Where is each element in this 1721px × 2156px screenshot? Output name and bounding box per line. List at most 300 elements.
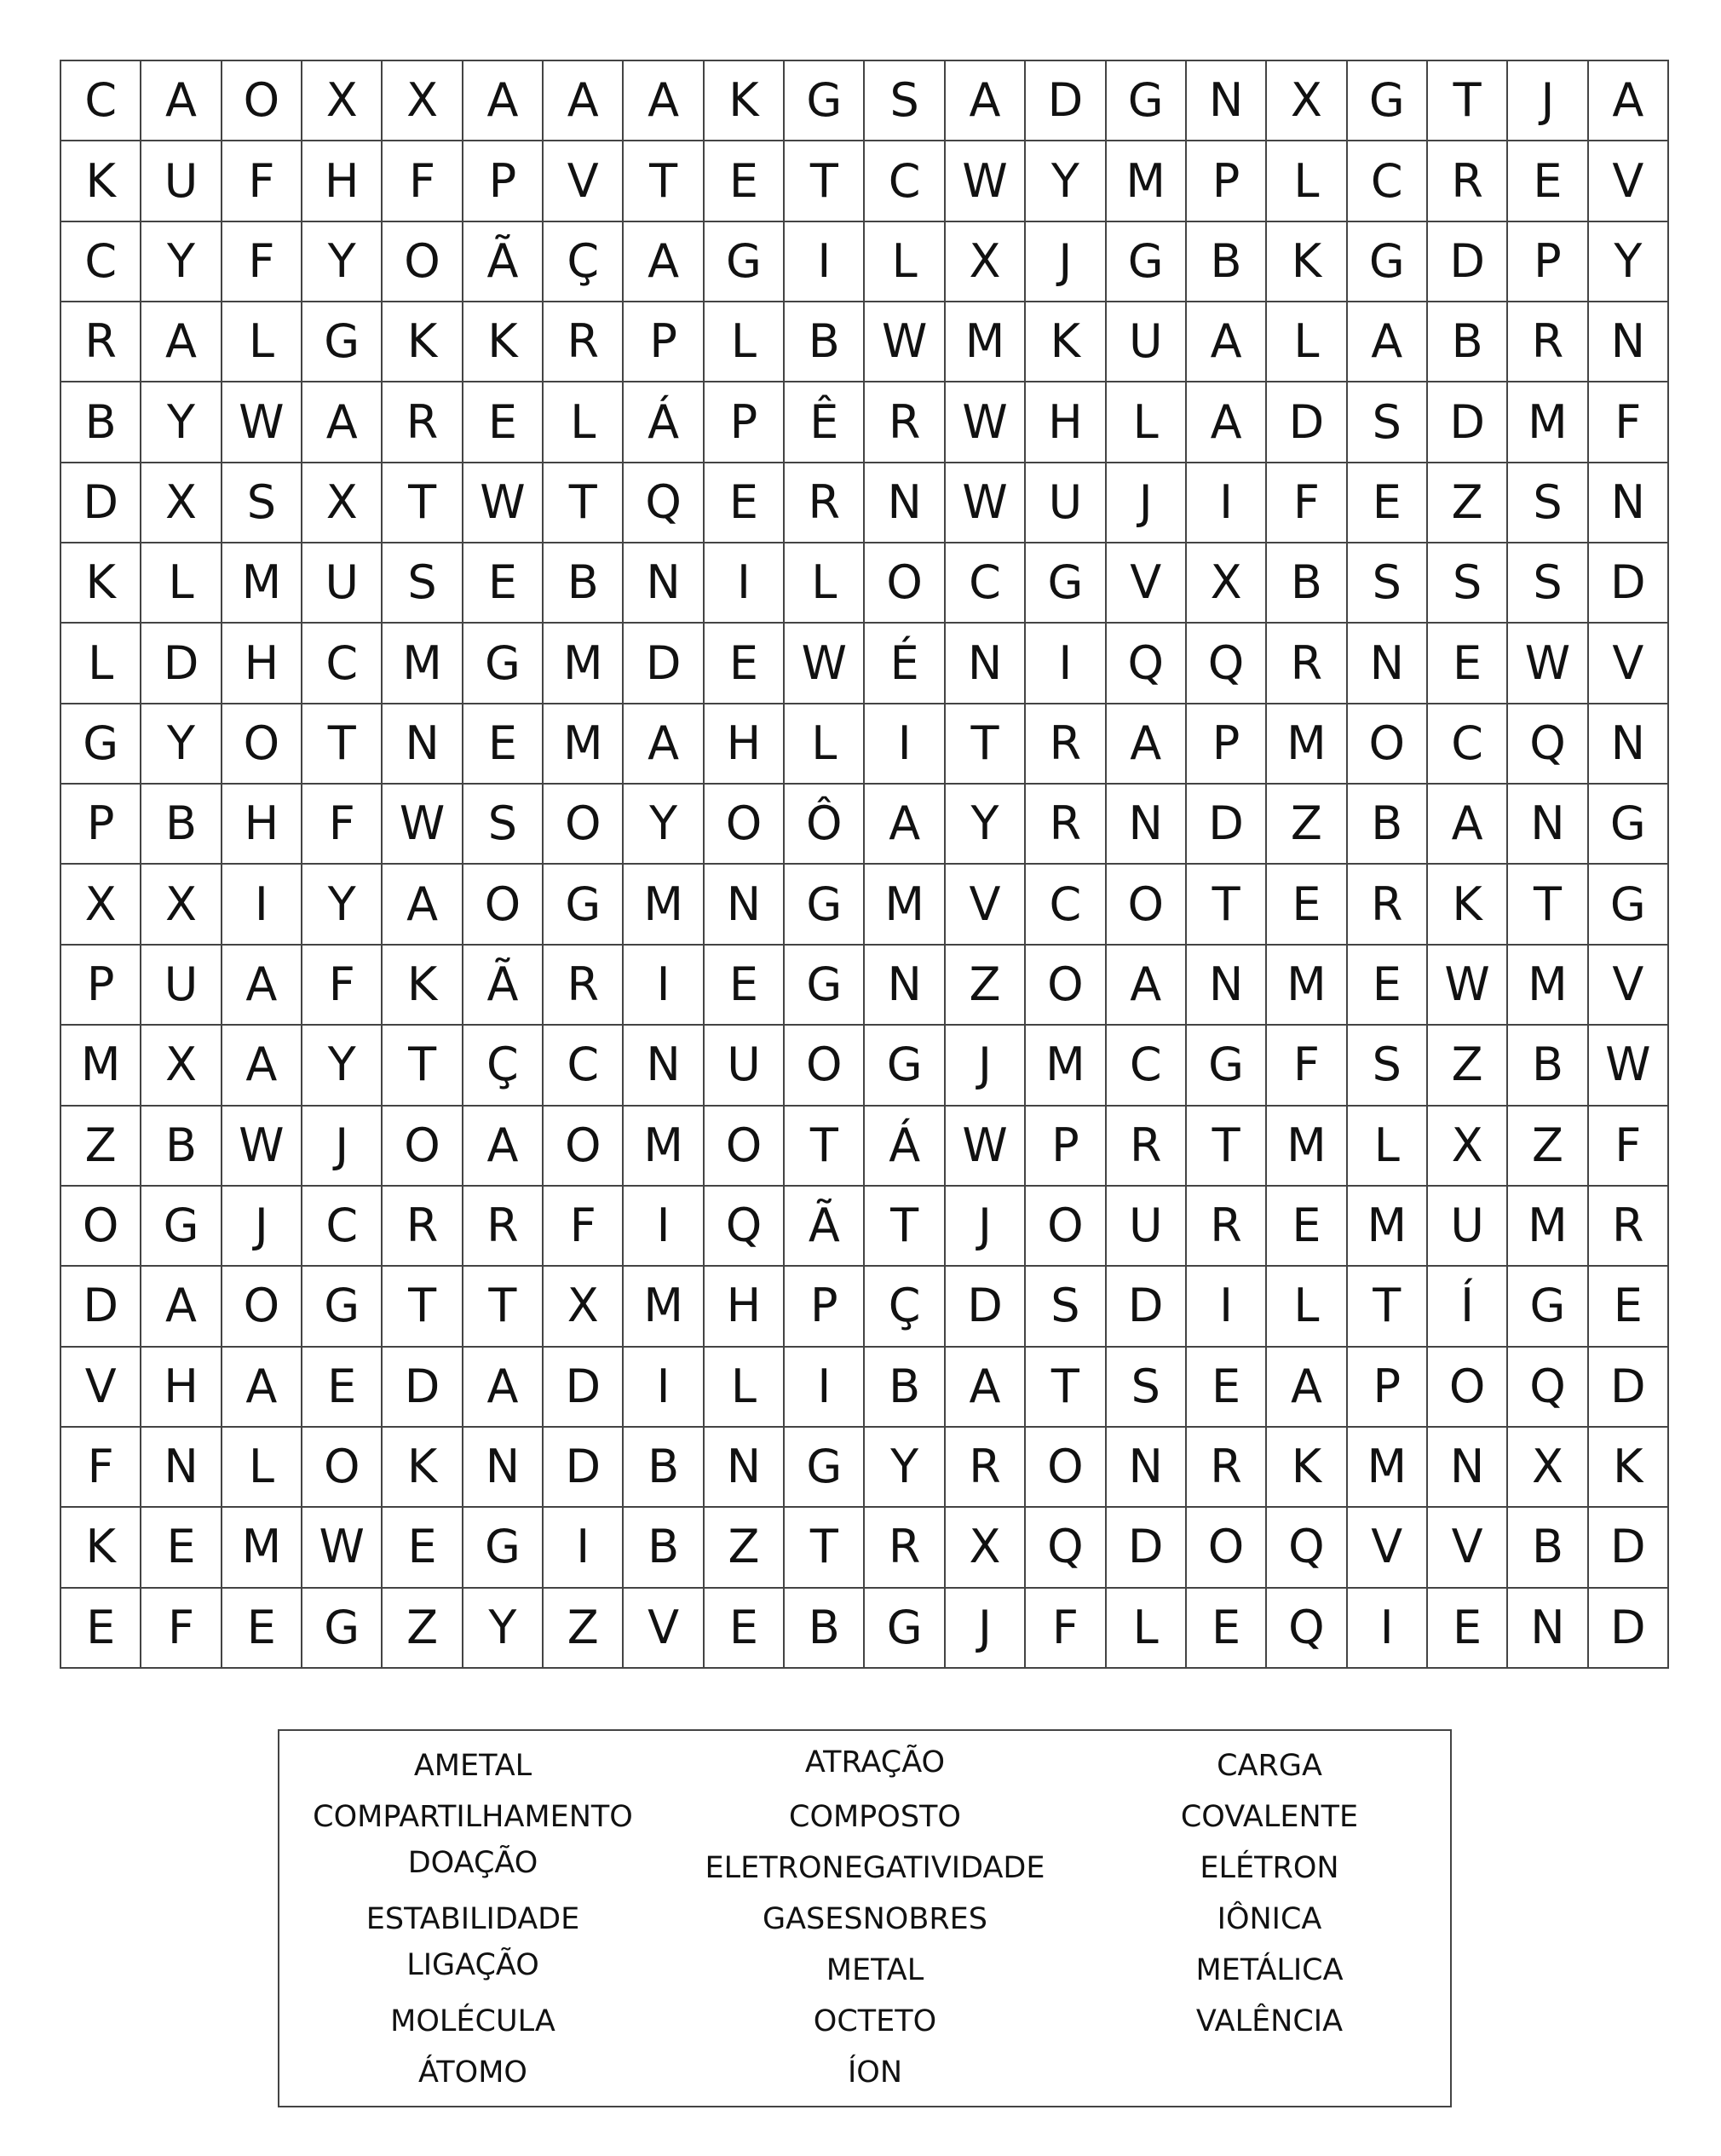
grid-cell[interactable]: Q bbox=[1107, 624, 1187, 704]
grid-cell[interactable]: L bbox=[544, 382, 624, 463]
grid-cell[interactable]: R bbox=[1026, 704, 1106, 785]
grid-cell[interactable]: K bbox=[1026, 302, 1106, 382]
grid-cell[interactable]: G bbox=[865, 1026, 945, 1106]
grid-cell[interactable]: H bbox=[705, 1267, 785, 1347]
grid-cell[interactable]: D bbox=[1589, 1348, 1669, 1428]
grid-cell[interactable]: N bbox=[1508, 1589, 1588, 1669]
grid-cell[interactable]: S bbox=[383, 543, 463, 624]
grid-cell[interactable]: M bbox=[544, 704, 624, 785]
grid-cell[interactable]: R bbox=[1267, 624, 1347, 704]
grid-cell[interactable]: B bbox=[61, 382, 141, 463]
grid-cell[interactable]: G bbox=[302, 1267, 383, 1347]
grid-cell[interactable]: Z bbox=[61, 1107, 141, 1187]
grid-cell[interactable]: J bbox=[1107, 463, 1187, 543]
grid-cell[interactable]: L bbox=[61, 624, 141, 704]
grid-cell[interactable]: A bbox=[463, 1348, 544, 1428]
grid-cell[interactable]: C bbox=[865, 141, 945, 221]
grid-cell[interactable]: A bbox=[1267, 1348, 1347, 1428]
grid-cell[interactable]: Y bbox=[865, 1428, 945, 1508]
grid-cell[interactable]: M bbox=[544, 624, 624, 704]
grid-cell[interactable]: T bbox=[785, 141, 865, 221]
grid-cell[interactable]: A bbox=[222, 946, 302, 1026]
grid-cell[interactable]: N bbox=[1428, 1428, 1508, 1508]
grid-cell[interactable]: Y bbox=[1026, 141, 1106, 221]
grid-cell[interactable]: R bbox=[1589, 1187, 1669, 1267]
grid-cell[interactable]: I bbox=[1187, 463, 1267, 543]
grid-cell[interactable]: O bbox=[865, 543, 945, 624]
grid-cell[interactable]: A bbox=[222, 1026, 302, 1106]
grid-cell[interactable]: B bbox=[1508, 1508, 1588, 1588]
grid-cell[interactable]: A bbox=[1107, 704, 1187, 785]
grid-cell[interactable]: B bbox=[141, 785, 222, 865]
grid-cell[interactable]: P bbox=[1348, 1348, 1428, 1428]
grid-cell[interactable]: N bbox=[383, 704, 463, 785]
grid-cell[interactable]: H bbox=[302, 141, 383, 221]
grid-cell[interactable]: W bbox=[946, 1107, 1026, 1187]
grid-cell[interactable]: T bbox=[785, 1508, 865, 1588]
grid-cell[interactable]: M bbox=[383, 624, 463, 704]
grid-cell[interactable]: T bbox=[946, 704, 1026, 785]
grid-cell[interactable]: R bbox=[61, 302, 141, 382]
grid-cell[interactable]: K bbox=[1428, 865, 1508, 945]
grid-cell[interactable]: E bbox=[1348, 946, 1428, 1026]
grid-cell[interactable]: O bbox=[544, 1107, 624, 1187]
grid-cell[interactable]: A bbox=[624, 704, 704, 785]
grid-cell[interactable]: E bbox=[1428, 624, 1508, 704]
grid-cell[interactable]: A bbox=[946, 1348, 1026, 1428]
grid-cell[interactable]: X bbox=[1267, 61, 1347, 141]
grid-cell[interactable]: T bbox=[463, 1267, 544, 1347]
grid-cell[interactable]: É bbox=[865, 624, 945, 704]
grid-cell[interactable]: A bbox=[1589, 61, 1669, 141]
grid-cell[interactable]: V bbox=[1107, 543, 1187, 624]
grid-cell[interactable]: W bbox=[463, 463, 544, 543]
grid-cell[interactable]: N bbox=[1187, 946, 1267, 1026]
grid-cell[interactable]: X bbox=[141, 865, 222, 945]
grid-cell[interactable]: V bbox=[1589, 624, 1669, 704]
grid-cell[interactable]: F bbox=[302, 785, 383, 865]
grid-cell[interactable]: C bbox=[1348, 141, 1428, 221]
grid-cell[interactable]: X bbox=[1187, 543, 1267, 624]
grid-cell[interactable]: G bbox=[544, 865, 624, 945]
grid-cell[interactable]: O bbox=[1107, 865, 1187, 945]
grid-cell[interactable]: D bbox=[141, 624, 222, 704]
grid-cell[interactable]: W bbox=[946, 463, 1026, 543]
grid-cell[interactable]: B bbox=[624, 1508, 704, 1588]
grid-cell[interactable]: P bbox=[61, 785, 141, 865]
grid-cell[interactable]: A bbox=[141, 302, 222, 382]
grid-cell[interactable]: Q bbox=[624, 463, 704, 543]
grid-cell[interactable]: A bbox=[865, 785, 945, 865]
grid-cell[interactable]: F bbox=[222, 141, 302, 221]
grid-cell[interactable]: G bbox=[1026, 543, 1106, 624]
grid-cell[interactable]: M bbox=[1508, 946, 1588, 1026]
grid-cell[interactable]: S bbox=[1026, 1267, 1106, 1347]
grid-cell[interactable]: R bbox=[1348, 865, 1428, 945]
grid-cell[interactable]: X bbox=[141, 1026, 222, 1106]
grid-cell[interactable]: P bbox=[1187, 704, 1267, 785]
grid-cell[interactable]: L bbox=[705, 1348, 785, 1428]
grid-cell[interactable]: T bbox=[544, 463, 624, 543]
grid-cell[interactable]: S bbox=[1508, 543, 1588, 624]
grid-cell[interactable]: M bbox=[1107, 141, 1187, 221]
grid-cell[interactable]: N bbox=[624, 543, 704, 624]
grid-cell[interactable]: V bbox=[1589, 946, 1669, 1026]
grid-cell[interactable]: N bbox=[1187, 61, 1267, 141]
grid-cell[interactable]: T bbox=[383, 1267, 463, 1347]
grid-cell[interactable]: C bbox=[1428, 704, 1508, 785]
grid-cell[interactable]: Ç bbox=[463, 1026, 544, 1106]
grid-cell[interactable]: Y bbox=[1589, 222, 1669, 302]
grid-cell[interactable]: R bbox=[463, 1187, 544, 1267]
grid-cell[interactable]: A bbox=[624, 61, 704, 141]
grid-cell[interactable]: R bbox=[383, 382, 463, 463]
grid-cell[interactable]: B bbox=[1267, 543, 1347, 624]
grid-cell[interactable]: Ç bbox=[544, 222, 624, 302]
grid-cell[interactable]: Ê bbox=[785, 382, 865, 463]
grid-cell[interactable]: G bbox=[302, 1589, 383, 1669]
grid-cell[interactable]: B bbox=[1428, 302, 1508, 382]
grid-cell[interactable]: I bbox=[705, 543, 785, 624]
grid-cell[interactable]: E bbox=[463, 543, 544, 624]
grid-cell[interactable]: A bbox=[544, 61, 624, 141]
grid-cell[interactable]: X bbox=[1508, 1428, 1588, 1508]
grid-cell[interactable]: D bbox=[544, 1348, 624, 1428]
grid-cell[interactable]: S bbox=[1348, 543, 1428, 624]
grid-cell[interactable]: O bbox=[1026, 1428, 1106, 1508]
grid-cell[interactable]: T bbox=[865, 1187, 945, 1267]
grid-cell[interactable]: N bbox=[1107, 785, 1187, 865]
grid-cell[interactable]: G bbox=[1107, 61, 1187, 141]
grid-cell[interactable]: W bbox=[946, 382, 1026, 463]
grid-cell[interactable]: K bbox=[463, 302, 544, 382]
grid-cell[interactable]: Y bbox=[302, 1026, 383, 1106]
grid-cell[interactable]: O bbox=[222, 704, 302, 785]
grid-cell[interactable]: L bbox=[785, 704, 865, 785]
grid-cell[interactable]: T bbox=[785, 1107, 865, 1187]
grid-cell[interactable]: X bbox=[383, 61, 463, 141]
grid-cell[interactable]: E bbox=[1187, 1348, 1267, 1428]
grid-cell[interactable]: L bbox=[705, 302, 785, 382]
grid-cell[interactable]: D bbox=[1589, 1589, 1669, 1669]
grid-cell[interactable]: N bbox=[624, 1026, 704, 1106]
grid-cell[interactable]: O bbox=[383, 1107, 463, 1187]
grid-cell[interactable]: U bbox=[1026, 463, 1106, 543]
grid-cell[interactable]: R bbox=[1187, 1428, 1267, 1508]
grid-cell[interactable]: W bbox=[222, 1107, 302, 1187]
grid-cell[interactable]: L bbox=[141, 543, 222, 624]
grid-cell[interactable]: Z bbox=[1267, 785, 1347, 865]
grid-cell[interactable]: D bbox=[1187, 785, 1267, 865]
grid-cell[interactable]: O bbox=[544, 785, 624, 865]
grid-cell[interactable]: C bbox=[61, 61, 141, 141]
grid-cell[interactable]: J bbox=[946, 1589, 1026, 1669]
grid-cell[interactable]: Á bbox=[624, 382, 704, 463]
grid-cell[interactable]: C bbox=[61, 222, 141, 302]
grid-cell[interactable]: J bbox=[1026, 222, 1106, 302]
grid-cell[interactable]: P bbox=[463, 141, 544, 221]
grid-cell[interactable]: U bbox=[1428, 1187, 1508, 1267]
grid-cell[interactable]: Z bbox=[1428, 1026, 1508, 1106]
grid-cell[interactable]: X bbox=[946, 1508, 1026, 1588]
grid-cell[interactable]: Z bbox=[946, 946, 1026, 1026]
grid-cell[interactable]: P bbox=[61, 946, 141, 1026]
grid-cell[interactable]: L bbox=[785, 543, 865, 624]
grid-cell[interactable]: Y bbox=[302, 865, 383, 945]
grid-cell[interactable]: D bbox=[1428, 382, 1508, 463]
grid-cell[interactable]: G bbox=[785, 1428, 865, 1508]
grid-cell[interactable]: E bbox=[705, 946, 785, 1026]
grid-cell[interactable]: S bbox=[463, 785, 544, 865]
grid-cell[interactable]: B bbox=[1187, 222, 1267, 302]
grid-cell[interactable]: A bbox=[1348, 302, 1428, 382]
grid-cell[interactable]: M bbox=[1348, 1428, 1428, 1508]
grid-cell[interactable]: N bbox=[1508, 785, 1588, 865]
grid-cell[interactable]: U bbox=[1107, 302, 1187, 382]
grid-cell[interactable]: H bbox=[1026, 382, 1106, 463]
grid-cell[interactable]: R bbox=[785, 463, 865, 543]
grid-cell[interactable]: M bbox=[624, 865, 704, 945]
grid-cell[interactable]: A bbox=[302, 382, 383, 463]
grid-cell[interactable]: A bbox=[1187, 302, 1267, 382]
grid-cell[interactable]: M bbox=[624, 1107, 704, 1187]
grid-cell[interactable]: D bbox=[1026, 61, 1106, 141]
grid-cell[interactable]: O bbox=[705, 785, 785, 865]
grid-cell[interactable]: I bbox=[544, 1508, 624, 1588]
grid-cell[interactable]: W bbox=[785, 624, 865, 704]
grid-cell[interactable]: M bbox=[222, 543, 302, 624]
grid-cell[interactable]: D bbox=[946, 1267, 1026, 1347]
grid-cell[interactable]: P bbox=[785, 1267, 865, 1347]
grid-cell[interactable]: E bbox=[222, 1589, 302, 1669]
grid-cell[interactable]: O bbox=[1428, 1348, 1508, 1428]
grid-cell[interactable]: B bbox=[785, 302, 865, 382]
grid-cell[interactable]: A bbox=[141, 61, 222, 141]
grid-cell[interactable]: J bbox=[946, 1026, 1026, 1106]
grid-cell[interactable]: G bbox=[1589, 785, 1669, 865]
grid-cell[interactable]: Í bbox=[1428, 1267, 1508, 1347]
grid-cell[interactable]: E bbox=[61, 1589, 141, 1669]
grid-cell[interactable]: F bbox=[222, 222, 302, 302]
grid-cell[interactable]: N bbox=[1589, 302, 1669, 382]
grid-cell[interactable]: S bbox=[1107, 1348, 1187, 1428]
grid-cell[interactable]: S bbox=[1348, 382, 1428, 463]
grid-cell[interactable]: E bbox=[1267, 865, 1347, 945]
grid-cell[interactable]: U bbox=[1107, 1187, 1187, 1267]
grid-cell[interactable]: F bbox=[1267, 463, 1347, 543]
grid-cell[interactable]: D bbox=[544, 1428, 624, 1508]
grid-cell[interactable]: P bbox=[1508, 222, 1588, 302]
grid-cell[interactable]: I bbox=[624, 1187, 704, 1267]
grid-cell[interactable]: K bbox=[61, 1508, 141, 1588]
grid-cell[interactable]: K bbox=[1267, 222, 1347, 302]
grid-cell[interactable]: O bbox=[222, 61, 302, 141]
grid-cell[interactable]: V bbox=[1589, 141, 1669, 221]
grid-cell[interactable]: L bbox=[222, 302, 302, 382]
grid-cell[interactable]: T bbox=[1187, 1107, 1267, 1187]
grid-cell[interactable]: D bbox=[1589, 1508, 1669, 1588]
grid-cell[interactable]: Y bbox=[141, 382, 222, 463]
grid-cell[interactable]: O bbox=[705, 1107, 785, 1187]
grid-cell[interactable]: D bbox=[61, 1267, 141, 1347]
grid-cell[interactable]: B bbox=[865, 1348, 945, 1428]
grid-cell[interactable]: W bbox=[946, 141, 1026, 221]
grid-cell[interactable]: O bbox=[383, 222, 463, 302]
grid-cell[interactable]: F bbox=[383, 141, 463, 221]
grid-cell[interactable]: U bbox=[141, 946, 222, 1026]
grid-cell[interactable]: R bbox=[1107, 1107, 1187, 1187]
grid-cell[interactable]: V bbox=[1428, 1508, 1508, 1588]
grid-cell[interactable]: W bbox=[1428, 946, 1508, 1026]
grid-cell[interactable]: N bbox=[1348, 624, 1428, 704]
grid-cell[interactable]: N bbox=[463, 1428, 544, 1508]
grid-cell[interactable]: M bbox=[1267, 704, 1347, 785]
grid-cell[interactable]: A bbox=[1107, 946, 1187, 1026]
grid-cell[interactable]: Y bbox=[302, 222, 383, 302]
grid-cell[interactable]: I bbox=[624, 946, 704, 1026]
grid-cell[interactable]: N bbox=[705, 1428, 785, 1508]
grid-cell[interactable]: X bbox=[946, 222, 1026, 302]
grid-cell[interactable]: L bbox=[1107, 382, 1187, 463]
grid-cell[interactable]: O bbox=[463, 865, 544, 945]
grid-cell[interactable]: N bbox=[865, 463, 945, 543]
grid-cell[interactable]: O bbox=[1348, 704, 1428, 785]
grid-cell[interactable]: K bbox=[383, 946, 463, 1026]
grid-cell[interactable]: N bbox=[1589, 704, 1669, 785]
grid-cell[interactable]: G bbox=[1348, 222, 1428, 302]
grid-cell[interactable]: G bbox=[785, 946, 865, 1026]
grid-cell[interactable]: M bbox=[1348, 1187, 1428, 1267]
grid-cell[interactable]: C bbox=[1026, 865, 1106, 945]
grid-cell[interactable]: T bbox=[383, 463, 463, 543]
grid-cell[interactable]: W bbox=[1589, 1026, 1669, 1106]
grid-cell[interactable]: K bbox=[1267, 1428, 1347, 1508]
grid-cell[interactable]: E bbox=[1187, 1589, 1267, 1669]
grid-cell[interactable]: W bbox=[302, 1508, 383, 1588]
grid-cell[interactable]: W bbox=[222, 382, 302, 463]
grid-cell[interactable]: U bbox=[302, 543, 383, 624]
grid-cell[interactable]: B bbox=[785, 1589, 865, 1669]
grid-cell[interactable]: T bbox=[302, 704, 383, 785]
grid-cell[interactable]: V bbox=[61, 1348, 141, 1428]
grid-cell[interactable]: V bbox=[946, 865, 1026, 945]
grid-cell[interactable]: Q bbox=[705, 1187, 785, 1267]
grid-cell[interactable]: X bbox=[141, 463, 222, 543]
grid-cell[interactable]: H bbox=[222, 624, 302, 704]
grid-cell[interactable]: V bbox=[544, 141, 624, 221]
grid-cell[interactable]: A bbox=[946, 61, 1026, 141]
grid-cell[interactable]: S bbox=[1508, 463, 1588, 543]
grid-cell[interactable]: A bbox=[383, 865, 463, 945]
grid-cell[interactable]: M bbox=[1267, 946, 1347, 1026]
grid-cell[interactable]: G bbox=[141, 1187, 222, 1267]
grid-cell[interactable]: L bbox=[865, 222, 945, 302]
grid-cell[interactable]: W bbox=[865, 302, 945, 382]
grid-cell[interactable]: O bbox=[302, 1428, 383, 1508]
grid-cell[interactable]: L bbox=[222, 1428, 302, 1508]
grid-cell[interactable]: S bbox=[1428, 543, 1508, 624]
grid-cell[interactable]: W bbox=[383, 785, 463, 865]
grid-cell[interactable]: O bbox=[1187, 1508, 1267, 1588]
grid-cell[interactable]: I bbox=[222, 865, 302, 945]
grid-cell[interactable]: H bbox=[141, 1348, 222, 1428]
grid-cell[interactable]: G bbox=[1348, 61, 1428, 141]
grid-cell[interactable]: L bbox=[1107, 1589, 1187, 1669]
grid-cell[interactable]: E bbox=[383, 1508, 463, 1588]
grid-cell[interactable]: L bbox=[1267, 141, 1347, 221]
grid-cell[interactable]: S bbox=[1348, 1026, 1428, 1106]
grid-cell[interactable]: E bbox=[705, 141, 785, 221]
grid-cell[interactable]: N bbox=[141, 1428, 222, 1508]
grid-cell[interactable]: L bbox=[1267, 1267, 1347, 1347]
grid-cell[interactable]: S bbox=[222, 463, 302, 543]
grid-cell[interactable]: K bbox=[61, 141, 141, 221]
grid-cell[interactable]: G bbox=[785, 865, 865, 945]
grid-cell[interactable]: Y bbox=[463, 1589, 544, 1669]
grid-cell[interactable]: D bbox=[1589, 543, 1669, 624]
grid-cell[interactable]: J bbox=[946, 1187, 1026, 1267]
grid-cell[interactable]: D bbox=[1267, 382, 1347, 463]
grid-cell[interactable]: R bbox=[865, 382, 945, 463]
grid-cell[interactable]: R bbox=[383, 1187, 463, 1267]
grid-cell[interactable]: N bbox=[946, 624, 1026, 704]
grid-cell[interactable]: M bbox=[1267, 1107, 1347, 1187]
grid-cell[interactable]: G bbox=[705, 222, 785, 302]
grid-cell[interactable]: K bbox=[1589, 1428, 1669, 1508]
grid-cell[interactable]: R bbox=[1428, 141, 1508, 221]
grid-cell[interactable]: Á bbox=[865, 1107, 945, 1187]
grid-cell[interactable]: G bbox=[61, 704, 141, 785]
grid-cell[interactable]: G bbox=[463, 624, 544, 704]
grid-cell[interactable]: E bbox=[705, 463, 785, 543]
grid-cell[interactable]: A bbox=[1187, 382, 1267, 463]
grid-cell[interactable]: T bbox=[1348, 1267, 1428, 1347]
grid-cell[interactable]: X bbox=[61, 865, 141, 945]
grid-cell[interactable]: E bbox=[1589, 1267, 1669, 1347]
grid-cell[interactable]: I bbox=[1187, 1267, 1267, 1347]
grid-cell[interactable]: P bbox=[705, 382, 785, 463]
grid-cell[interactable]: D bbox=[1107, 1508, 1187, 1588]
grid-cell[interactable]: E bbox=[463, 382, 544, 463]
grid-cell[interactable]: D bbox=[383, 1348, 463, 1428]
grid-cell[interactable]: V bbox=[624, 1589, 704, 1669]
grid-cell[interactable]: U bbox=[141, 141, 222, 221]
grid-cell[interactable]: I bbox=[865, 704, 945, 785]
grid-cell[interactable]: Y bbox=[141, 704, 222, 785]
grid-cell[interactable]: J bbox=[302, 1107, 383, 1187]
grid-cell[interactable]: C bbox=[302, 1187, 383, 1267]
grid-cell[interactable]: G bbox=[1589, 865, 1669, 945]
grid-cell[interactable]: K bbox=[705, 61, 785, 141]
grid-cell[interactable]: Y bbox=[946, 785, 1026, 865]
grid-cell[interactable]: K bbox=[383, 302, 463, 382]
grid-cell[interactable]: F bbox=[1589, 1107, 1669, 1187]
grid-cell[interactable]: M bbox=[61, 1026, 141, 1106]
grid-cell[interactable]: S bbox=[865, 61, 945, 141]
grid-cell[interactable]: O bbox=[1026, 1187, 1106, 1267]
grid-cell[interactable]: Z bbox=[383, 1589, 463, 1669]
grid-cell[interactable]: N bbox=[1107, 1428, 1187, 1508]
grid-cell[interactable]: T bbox=[1026, 1348, 1106, 1428]
grid-cell[interactable]: C bbox=[544, 1026, 624, 1106]
grid-cell[interactable]: E bbox=[705, 624, 785, 704]
grid-cell[interactable]: Y bbox=[624, 785, 704, 865]
grid-cell[interactable]: D bbox=[61, 463, 141, 543]
grid-cell[interactable]: C bbox=[946, 543, 1026, 624]
grid-cell[interactable]: U bbox=[705, 1026, 785, 1106]
grid-cell[interactable]: J bbox=[222, 1187, 302, 1267]
grid-cell[interactable]: G bbox=[785, 61, 865, 141]
